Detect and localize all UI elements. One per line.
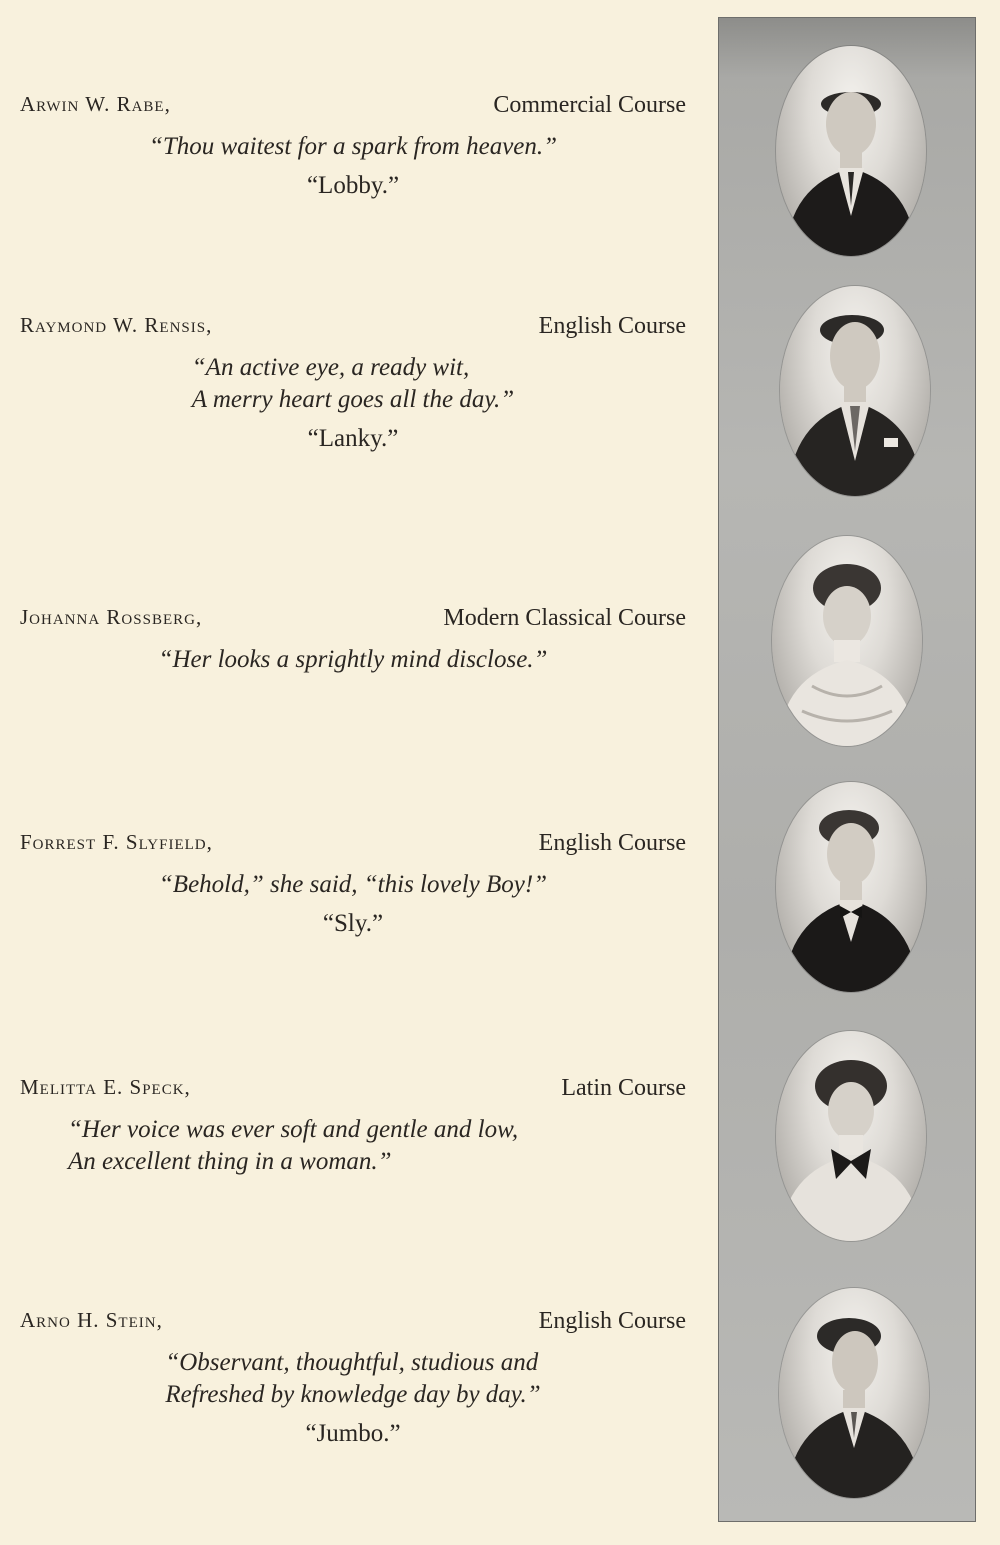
course-name: Modern Classical Course	[443, 605, 686, 631]
quote-line: “An active eye, a ready wit,	[191, 354, 470, 381]
quote-line: An excellent thing in a woman.”	[68, 1148, 392, 1175]
entry-stein	[20, 1308, 686, 1448]
student-name: Arno H. Stein,	[20, 1308, 163, 1332]
course-name: English Course	[538, 830, 686, 856]
entry-rensis	[20, 313, 686, 453]
course-name: English Course	[538, 313, 686, 339]
portrait-photo	[772, 536, 922, 746]
entry-rossberg	[20, 605, 686, 676]
nickname: “Jumbo.”	[305, 1420, 401, 1447]
portrait-photo	[779, 1288, 929, 1498]
portrait-figure	[779, 1288, 929, 1498]
course-name: Latin Course	[561, 1075, 686, 1101]
entry-rabe	[20, 92, 686, 200]
nickname: “Lanky.”	[307, 425, 399, 452]
quote-line: Refreshed by knowledge day by day.”	[165, 1381, 541, 1408]
entry-speck	[20, 1075, 686, 1178]
student-name: Forrest F. Slyfield,	[20, 830, 213, 854]
student-name: Melitta E. Speck,	[20, 1075, 191, 1099]
portrait-figure	[780, 286, 930, 496]
portrait-strip	[718, 17, 976, 1522]
portrait-figure	[772, 536, 922, 746]
quote-line: “Behold,” she said, “this lovely Boy!”	[158, 871, 548, 898]
nickname: “Lobby.”	[306, 172, 400, 199]
portrait-figure	[776, 46, 926, 256]
course-name: Commercial Course	[493, 92, 686, 118]
nickname: “Sly.”	[322, 910, 384, 937]
portrait-figure	[776, 1031, 926, 1241]
quote-line: A merry heart goes all the day.”	[191, 386, 515, 413]
quote-line: “Her voice was ever soft and gentle and low,	[68, 1116, 519, 1143]
portrait-figure	[776, 782, 926, 992]
quote-block	[165, 1347, 540, 1411]
quote-line: “Observant, thoughtful, studious and	[165, 1349, 539, 1376]
student-name: Johanna Rossberg,	[20, 605, 203, 629]
student-name: Raymond W. Rensis,	[20, 313, 213, 337]
portrait-photo	[780, 286, 930, 496]
entry-slyfield	[20, 830, 686, 938]
quote-line: “Thou waitest for a spark from heaven.”	[148, 133, 558, 160]
portrait-photo	[776, 782, 926, 992]
portrait-photo	[776, 1031, 926, 1241]
quote-block	[68, 1114, 518, 1178]
portrait-photo	[776, 46, 926, 256]
quote-block	[192, 352, 514, 416]
student-name: Arwin W. Rabe,	[20, 92, 171, 116]
quote-line: “Her looks a sprightly mind disclose.”	[158, 646, 548, 673]
course-name: English Course	[538, 1308, 686, 1334]
